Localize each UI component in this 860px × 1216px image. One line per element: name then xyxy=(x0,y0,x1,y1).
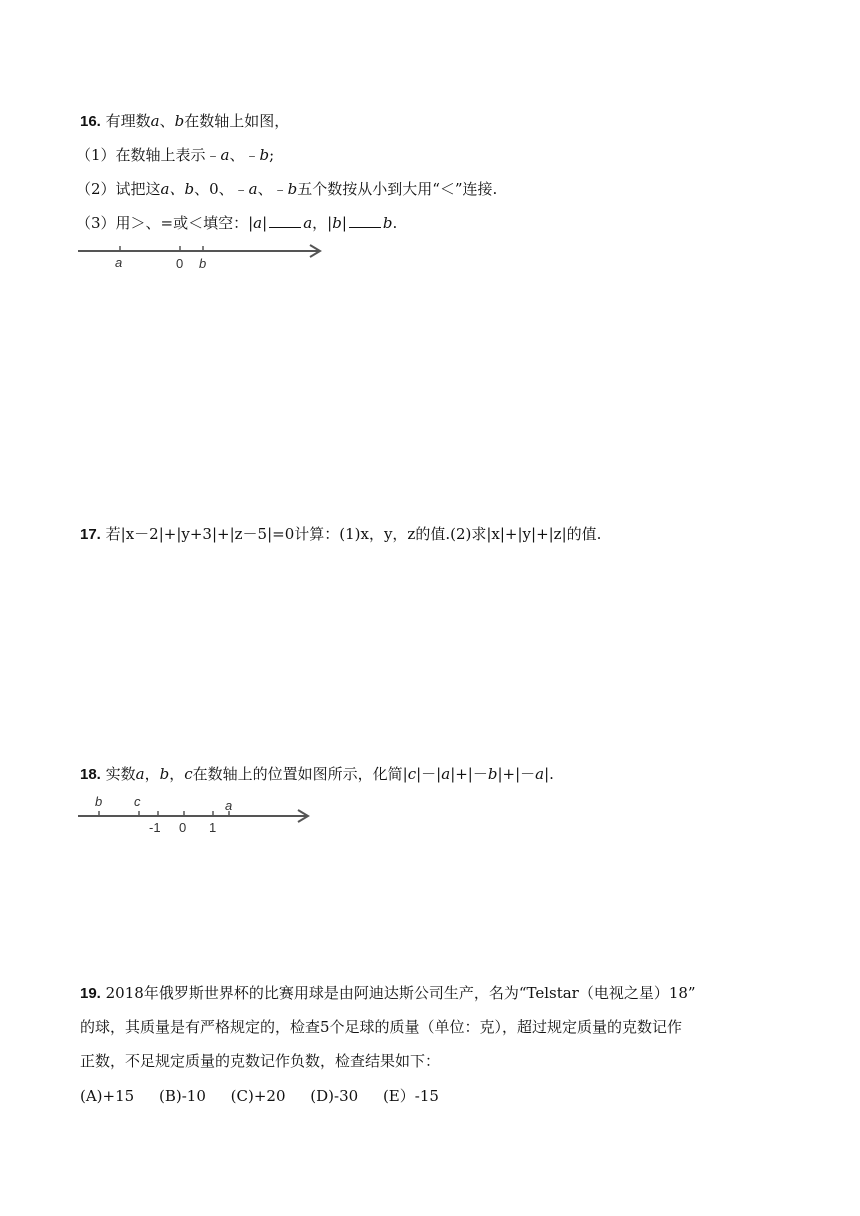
label-b: b xyxy=(199,256,207,271)
q19-line3: 正数，不足规定质量的克数记作负数，检查结果如下： xyxy=(80,1052,441,1070)
label-neg1: -1 xyxy=(149,820,161,835)
q16-number: 16. xyxy=(80,113,101,130)
label-zero: 0 xyxy=(176,256,184,271)
q16-number-line xyxy=(74,240,334,276)
label-a: a xyxy=(225,798,233,813)
q17 xyxy=(80,524,601,545)
label-b: b xyxy=(95,794,103,809)
q16-part3: （3）用＞、=或＜填空：|a| a，|b| b. xyxy=(76,214,398,232)
answer-blank-1 xyxy=(269,213,301,228)
label-one: 1 xyxy=(209,820,217,835)
result-c: (C)+20 xyxy=(230,1087,286,1105)
q18-number: 18. xyxy=(80,766,101,783)
q17-number: 17. xyxy=(80,526,101,543)
q19-results xyxy=(80,1086,439,1106)
answer-blank-2 xyxy=(349,213,381,228)
q18-number-line xyxy=(74,792,324,842)
result-b: (B)-10 xyxy=(158,1087,206,1105)
result-d: (D)-30 xyxy=(310,1087,359,1105)
q16-part2: （2）试把这a、b、0、﹣a、﹣b五个数按从小到大用“＜”连接. xyxy=(76,180,498,198)
result-e: (E）-15 xyxy=(382,1087,439,1105)
label-a: a xyxy=(115,255,123,270)
q17-text: 若|x－2|+|y+3|+|z－5|=0计算：(1)x，y，z的值.(2)求|x|+|y|+|z|的值. xyxy=(105,525,602,543)
q19-line2: 的球，其质量是有严格规定的，检查5个足球的质量（单位：克），超过规定质量的克数记作 xyxy=(80,1018,683,1036)
q16-part1: （1）在数轴上表示﹣a、﹣b; xyxy=(76,146,275,164)
q16-intro: 16. 有理数a、b在数轴上如图， xyxy=(80,112,290,130)
q18: 18. 实数a，b，c在数轴上的位置如图所示，化简|c|－|a|+|－b|+|－a|. xyxy=(80,765,554,783)
label-c: c xyxy=(134,794,141,809)
result-a: (A)+15 xyxy=(80,1087,135,1105)
label-zero: 0 xyxy=(179,820,187,835)
q19-number: 19. xyxy=(80,985,101,1002)
q19-line1: 19. 2018年俄罗斯世界杯的比赛用球是由阿迪达斯公司生产，名为“Telstar（电视之星）18” xyxy=(80,984,696,1002)
